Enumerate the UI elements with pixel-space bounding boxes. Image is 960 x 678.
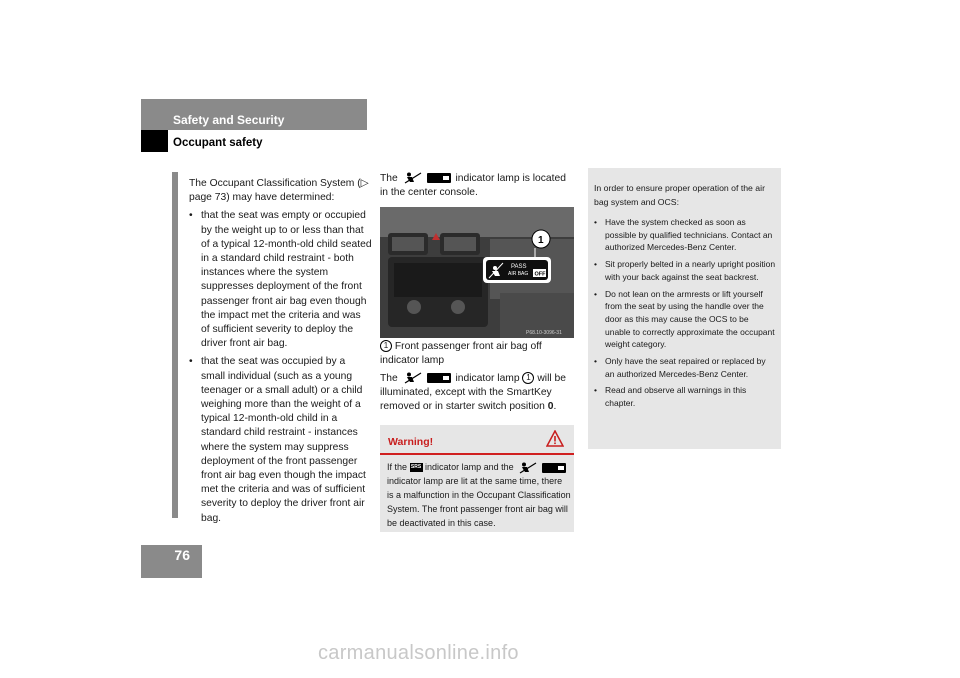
warning-title: Warning! (388, 436, 434, 448)
list-item: • Only have the seat repaired or replaced by an authorized Mercedes-Benz Center. (594, 355, 776, 380)
para-end: . (553, 401, 557, 413)
list-item: • Sit properly belted in a nearly upright position with your back against the seat backrest. (594, 258, 776, 283)
center-console-photo (380, 207, 574, 338)
page-number: 76 (174, 547, 190, 563)
note-bullet-list (594, 212, 776, 410)
ocs-text-column (172, 172, 372, 524)
section-title: Safety and Security (173, 113, 285, 127)
photo-label-airbag: AIR BAG (508, 271, 529, 277)
photo-label-pass: PASS (511, 264, 527, 270)
ocs-bullet-list (189, 209, 372, 525)
ocs-note-box (588, 168, 781, 449)
warning-header (380, 425, 574, 455)
list-item: • Read and observe all warnings in this chapter. (594, 384, 776, 409)
list-item: • Do not lean on the armrests or lift yourself from the seat by using the handle over the door as this may cause the OCS to be unable to correctly approximate the occupant weight category. (594, 288, 776, 352)
switch-position: 0 (547, 401, 554, 413)
photo-label-off: OFF (534, 271, 546, 278)
lamp-illumination-text (380, 372, 576, 415)
ocs-intro: The Occupant Classification System (▷ page 73) may have determined: (189, 178, 369, 204)
caption-number: 1 (380, 340, 392, 352)
para-pre: The (380, 373, 398, 384)
section-tab-marker (141, 130, 168, 152)
caption-text: Front passenger front air bag off indicator lamp (380, 341, 542, 367)
photo-callout-number: 1 (538, 235, 544, 246)
warning-box (380, 425, 574, 532)
watermark: carmanualsonline.info (318, 642, 519, 664)
photo-reference-code: P68.10-3096-31 (526, 330, 562, 336)
para-number: 1 (522, 372, 534, 384)
list-item: • Have the system checked as soon as possible by qualified technicians. Contact an authorized Mercedes-Benz Center. (594, 216, 776, 254)
warning-triangle-icon (546, 430, 564, 447)
lamp-intro-post: indicator lamp is located in the center console. (380, 173, 566, 199)
lamp-intro-pre: The (380, 173, 398, 184)
passenger-airbag-off-icon (403, 172, 451, 184)
warning-body-pre: If the (387, 462, 408, 472)
note-intro: In order to ensure proper operation of the air bag system and OCS: (594, 183, 765, 207)
list-item: • that the seat was occupied by a small individual (such as a young teenager or a small adult) or a child weighing more than the weight of a typical 12-month-old child in a standard child restraint - instances where the system may suppress deployment of the front passenger front air bag even though the impact met the criteria and was of sufficient severity to deploy the driver front air bag. (189, 355, 372, 525)
passenger-airbag-off-icon (403, 372, 451, 384)
warning-body-mid: indicator lamp and the (425, 462, 514, 472)
section-header-band (141, 99, 367, 130)
srs-icon: SRS (410, 464, 422, 471)
para-mid: indicator lamp (455, 373, 520, 384)
list-item: • that the seat was empty or occupied by the weight up to or less than that of a typical 12-month-old child seated in a standard child restraint - both instances where the system suppresses deployment of the front passenger front air bag even though the impact met the criteria and was of sufficient severity to deploy the driver front air bag. (189, 209, 372, 351)
para-post: will be illuminated, except with the SmartKey removed or in starter switch position (380, 373, 566, 413)
lamp-location-text (380, 172, 576, 200)
page-subtitle: Occupant safety (173, 137, 263, 149)
photo-caption (380, 340, 576, 368)
passenger-airbag-off-icon (518, 462, 566, 474)
warning-body-post: indicator lamp are lit at the same time, there is a malfunction in the Occupant Classification System. The front passenger front air bag will be deactivated in this case. (387, 476, 571, 528)
page-number-box (141, 545, 202, 578)
warning-body (387, 460, 571, 530)
